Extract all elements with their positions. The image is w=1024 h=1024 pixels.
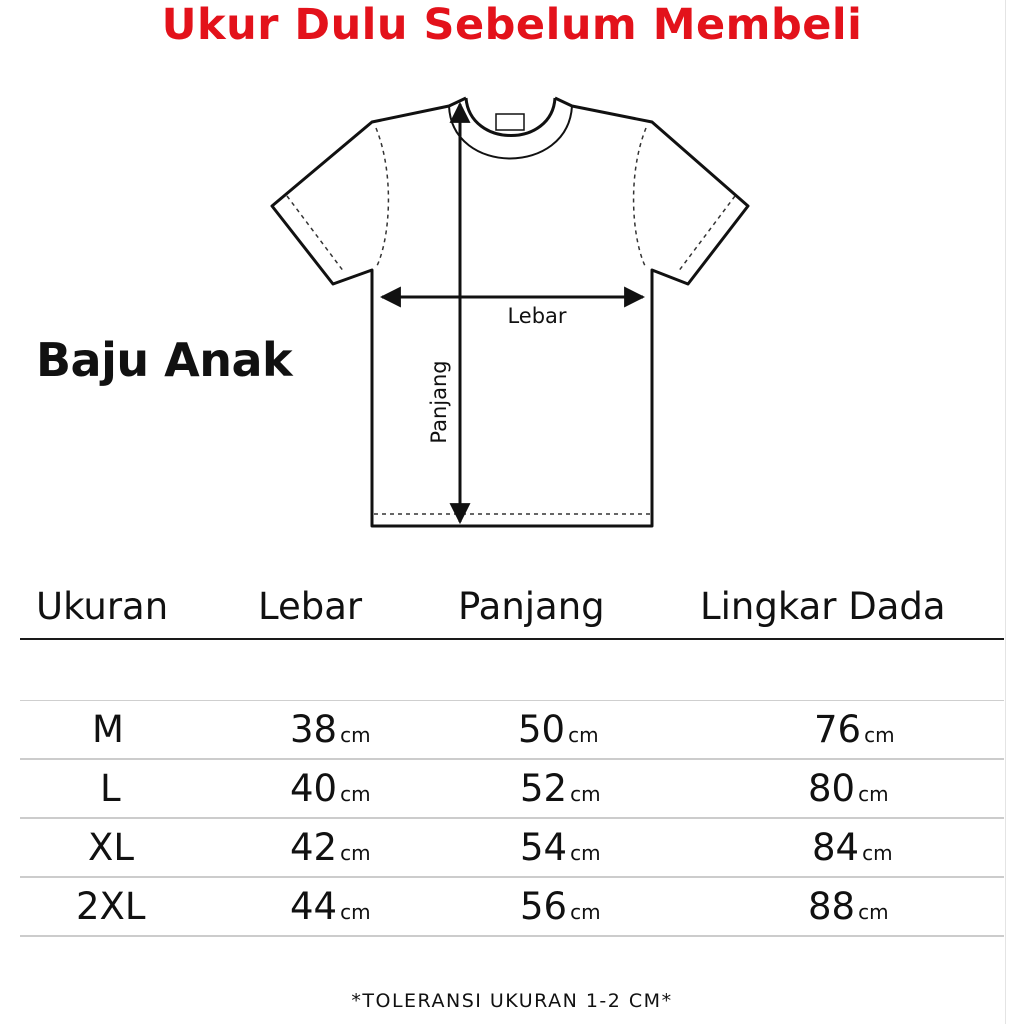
cell-lebar	[290, 766, 371, 817]
cell-panjang	[520, 766, 601, 817]
faded-watermark-row	[20, 640, 1004, 701]
unit-label: cm	[864, 723, 895, 747]
table-header-row	[20, 575, 1004, 640]
table-row	[20, 760, 1004, 819]
panjang-value: 50	[518, 708, 566, 751]
cell-lingkar	[812, 825, 893, 876]
cell-lingkar	[808, 884, 889, 935]
cell-panjang	[520, 825, 601, 876]
panjang-value: 54	[520, 826, 568, 869]
width-label: Lebar	[507, 304, 567, 328]
unit-label: cm	[858, 900, 889, 924]
unit-label: cm	[570, 782, 601, 806]
unit-label: cm	[858, 782, 889, 806]
cell-size	[88, 825, 134, 871]
cell-size	[100, 766, 121, 812]
cell-panjang	[520, 884, 601, 935]
size-table	[20, 575, 1004, 937]
size-value: M	[92, 708, 124, 751]
product-label: Baju Anak	[36, 333, 293, 387]
lingkar-value: 84	[812, 826, 860, 869]
lebar-value: 42	[290, 826, 338, 869]
cell-lingkar	[808, 766, 889, 817]
lingkar-value: 80	[808, 767, 856, 810]
page-title: Ukur Dulu Sebelum Membeli	[161, 0, 863, 50]
lebar-value: 40	[290, 767, 338, 810]
cell-lebar	[290, 707, 371, 758]
unit-label: cm	[340, 782, 371, 806]
header-panjang: Panjang	[458, 585, 605, 628]
unit-label: cm	[340, 723, 371, 747]
unit-label: cm	[568, 723, 599, 747]
size-value: 2XL	[76, 885, 146, 928]
unit-label: cm	[862, 841, 893, 865]
size-value: L	[100, 767, 121, 810]
cell-panjang	[518, 707, 599, 758]
table-row	[20, 878, 1004, 937]
size-value: XL	[88, 826, 134, 869]
unit-label: cm	[340, 900, 371, 924]
lingkar-value: 88	[808, 885, 856, 928]
cell-lebar	[290, 825, 371, 876]
lebar-value: 38	[290, 708, 338, 751]
lingkar-value: 76	[814, 708, 862, 751]
header-lebar: Lebar	[258, 585, 363, 628]
cell-size	[76, 884, 146, 930]
cell-lebar	[290, 884, 371, 935]
tolerance-note: *TOLERANSI UKURAN 1-2 CM*	[351, 990, 673, 1012]
cell-lingkar	[814, 707, 895, 758]
lebar-value: 44	[290, 885, 338, 928]
panjang-value: 56	[520, 885, 568, 928]
header-lingkar-dada: Lingkar Dada	[700, 585, 946, 628]
unit-label: cm	[570, 900, 601, 924]
panjang-value: 52	[520, 767, 568, 810]
table-row	[20, 701, 1004, 760]
cell-size	[92, 707, 124, 753]
length-label: Panjang	[427, 360, 451, 444]
table-row	[20, 819, 1004, 878]
header-ukuran: Ukuran	[36, 585, 169, 628]
unit-label: cm	[570, 841, 601, 865]
unit-label: cm	[340, 841, 371, 865]
